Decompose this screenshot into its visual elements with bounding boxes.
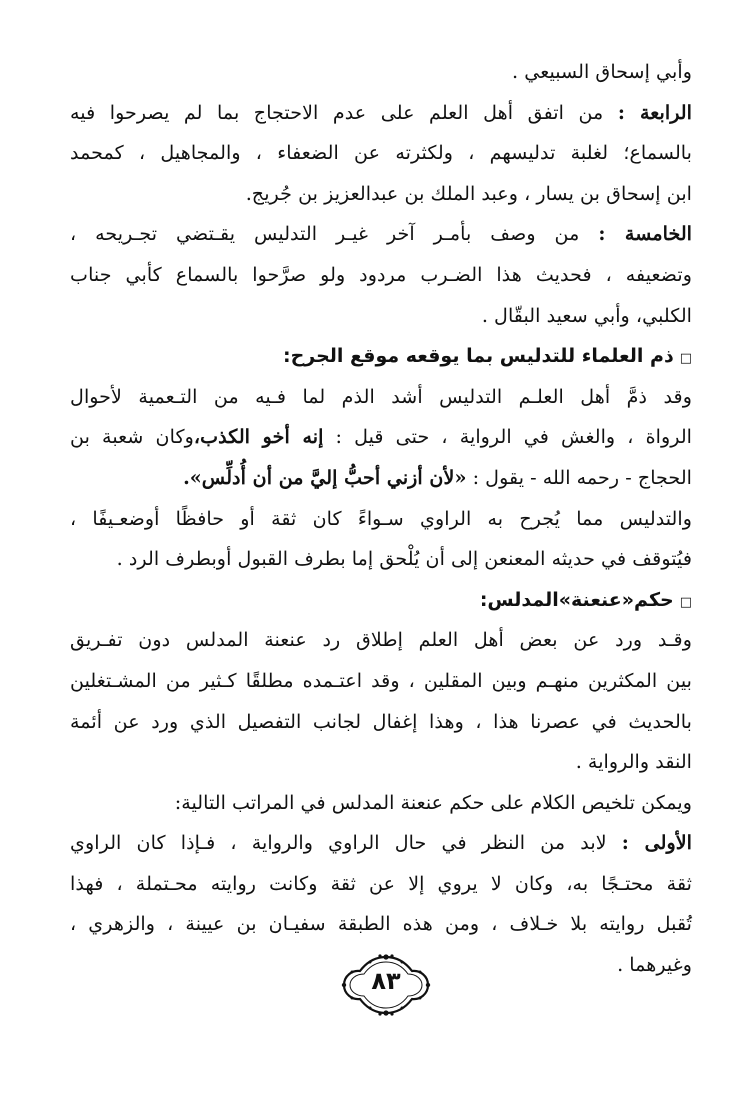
bold-term: إنه أخو الكذب، <box>193 425 324 449</box>
text-span: ويمكن تلخيص الكلام على حكم عنعنة المدلس في المراتب التالية: <box>174 790 692 814</box>
text-span: وغيرهما . <box>617 953 692 977</box>
text-span: من اتفق أهل العلم على عدم الاحتجاج بما لم يصرحوا فيه <box>70 100 618 124</box>
section-heading: ذم العلماء للتدليس بما يوقعه موقع الجرح: <box>282 345 674 368</box>
text-span: النقد والرواية . <box>575 750 692 774</box>
text-span: وقـد ورد عن بعض أهل العلم إطلاق رد عنعنة المدلس دون تفـريق <box>70 628 692 652</box>
bold-term: الأولى : <box>621 831 692 855</box>
text-line <box>70 702 692 743</box>
text-line <box>70 499 692 540</box>
text-line <box>70 620 692 661</box>
text-line <box>70 580 692 621</box>
text-span: الحجاج - رحمه الله - يقول : <box>466 465 692 489</box>
page-number-ornament <box>340 954 432 1016</box>
bold-term: «لأن أزني أحبُّ إليَّ من أن أُدلِّس». <box>183 465 467 489</box>
text-span: بين المكثرين منهـم وبين المقلين ، وقد اعتـمده مطلقًا كـثير من المشـتغلين <box>70 668 692 692</box>
text-line <box>70 52 692 93</box>
text-span: وقد ذمَّ أهل العلـم التدليس أشد الذم لما فـيه من التـعمية لأحوال <box>70 384 692 408</box>
text-line <box>70 783 692 824</box>
page-text <box>70 52 692 986</box>
text-line <box>70 539 692 580</box>
text-span: الرواة ، والغش في الرواية ، حتى قيل : <box>323 425 692 449</box>
square-bullet-icon: □ <box>679 594 692 610</box>
text-line <box>70 133 692 174</box>
text-span: ابن إسحاق بن يسار ، وعبد الملك بن عبدالعزيز بن جُريج. <box>245 181 692 205</box>
text-line <box>70 377 692 418</box>
text-span: لابد من النظر في حال الراوي والرواية ، فـإذا كان الراوي <box>70 831 622 855</box>
text-line <box>70 255 692 296</box>
text-span: فيُتوقف في حديثه المعنعن إلى أن يُلْحق إما بطرف القبول أوبطرف الرد . <box>116 547 692 571</box>
text-line <box>70 823 692 864</box>
text-span: وتضعيفه ، فحديث هذا الضـرب مردود ولو صرَّحوا بالسماع كأبي جناب <box>70 262 692 286</box>
text-line <box>70 742 692 783</box>
section-heading: حكم«عنعنة»المدلس: <box>479 588 674 611</box>
page-number: ٨٣ <box>371 967 401 995</box>
text-line <box>70 174 692 215</box>
text-line <box>70 904 692 945</box>
text-span: من وصف بأمـر آخر غيـر التدليس يقـتضي تجـريحه ، <box>70 222 599 246</box>
text-span: وأبي إسحاق السبيعي . <box>512 60 692 83</box>
text-line <box>70 864 692 905</box>
square-bullet-icon: □ <box>679 351 692 367</box>
text-line <box>70 214 692 255</box>
text-line <box>70 336 692 377</box>
text-line <box>70 417 692 458</box>
text-line <box>70 661 692 702</box>
bold-term: الخامسة : <box>598 222 693 246</box>
text-line <box>70 93 692 134</box>
bold-term: الرابعة : <box>617 100 692 124</box>
text-span: بالسماع؛ لغلبة تدليسهم ، ولكثرته عن الضعفاء ، والمجاهيل ، كمحمد <box>70 141 692 165</box>
text-span: وكان شعبة بن <box>70 425 194 449</box>
text-span: بالحديث في عصرنا هذا ، وهذا إغفال لجانب التفصيل الذي ورد عن أئمة <box>70 709 692 733</box>
text-span: ثقة محتـجًا به، وكان لا يروي إلا عن ثقة وكانت روايته محـتملة ، فهذا <box>70 871 692 895</box>
text-line <box>70 296 692 337</box>
text-span: الكلبي، وأبي سعيد البقّال . <box>481 303 692 327</box>
text-line <box>70 458 692 499</box>
text-span: تُقبل روايته بلا خـلاف ، ومن هذه الطبقة سفيـان بن عيينة ، والزهري ، <box>70 912 692 936</box>
text-span: والتدليس مما يُجرح به الراوي سـواءً كان ثقة أو حافظًا أوضعـيفًا ، <box>70 506 692 530</box>
